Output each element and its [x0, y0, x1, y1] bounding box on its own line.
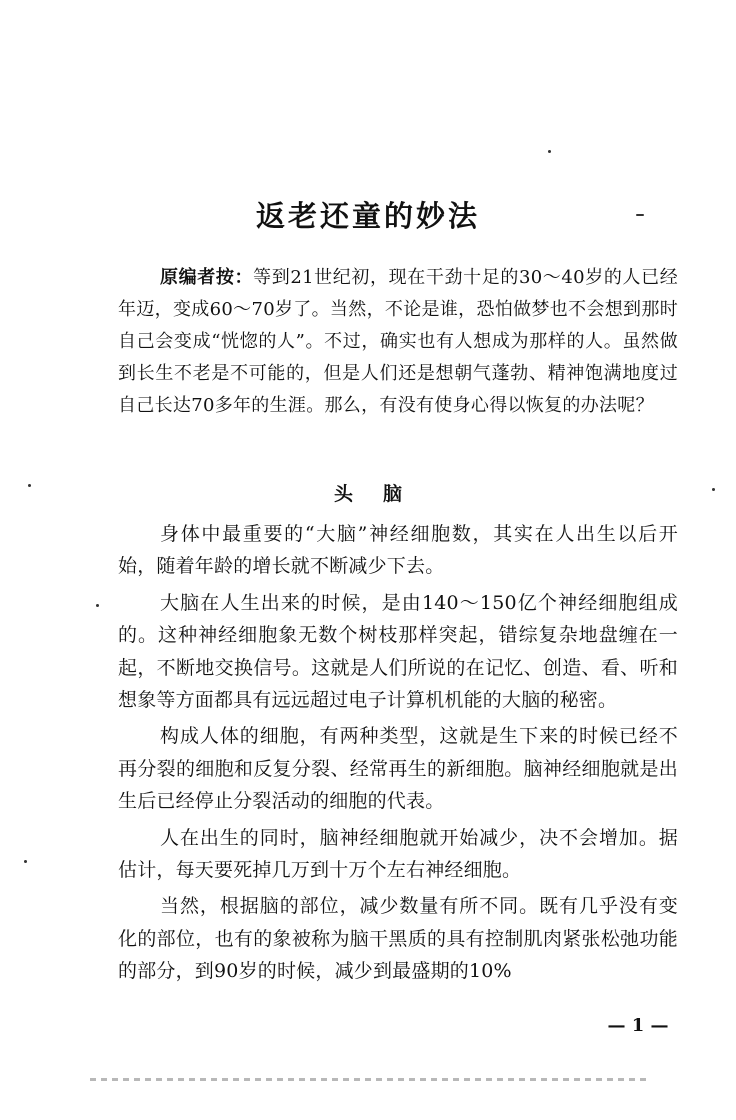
scan-edge-smudge [90, 1078, 650, 1081]
editor-note [118, 262, 678, 422]
scan-speck [712, 488, 715, 491]
scan-speck [24, 860, 27, 863]
body-text [118, 518, 678, 992]
paragraph: 身体中最重要的“大脑”神经细胞数，其实在人出生以后开始，随着年龄的增长就不断减少下去。 [118, 523, 678, 578]
paragraph: 人在出生的同时，脑神经细胞就开始减少，决不会增加。据估计，每天要死掉几万到十万个左右神经细胞。 [118, 826, 678, 882]
page-number: — 1 — [607, 1015, 669, 1036]
scan-speck [96, 604, 99, 607]
section-heading: 头脑 [333, 483, 432, 505]
scan-speck [28, 484, 31, 487]
scan-speck [636, 214, 644, 216]
chapter-title: 返老还童的妙法 [255, 199, 480, 233]
editor-note-label: 原编者按： [160, 267, 254, 288]
paragraph: 当然，根据脑的部位，减少数量有所不同。既有几乎没有变化的部位，也有的象被称为脑干黑质的具有控制肌肉紧张松弛功能的部分，到90岁的时候，减少到最盛期的10% [118, 895, 678, 983]
paragraph: 构成人体的细胞，有两种类型，这就是生下来的时候已经不再分裂的细胞和反复分裂、经常再生的新细胞。脑神经细胞就是出生后已经停止分裂活动的细胞的代表。 [118, 725, 678, 813]
editor-note-text: 等到21世纪初，现在干劲十足的30～40岁的人已经年迈，变成60～70岁了。当然，不论是谁，恐怕做梦也不会想到那时自己会变成“恍惚的人”。不过，确实也有人想成为那样的人。虽然做到长生不老是不可能的，但是人们还是想朝气蓬勃、精神饱满地度过自己长达70多年的生涯。那么，有没有使身心得以恢复的办法呢？ [118, 267, 678, 416]
paragraph: 大脑在人生出来的时候，是由140～150亿个神经细胞组成的。这种神经细胞象无数个树枝那样突起，错综复杂地盘缠在一起，不断地交换信号。这就是人们所说的在记忆、创造、看、听和想象等方面都具有远远超过电子计算机机能的大脑的秘密。 [118, 591, 678, 712]
scan-speck [548, 150, 551, 153]
